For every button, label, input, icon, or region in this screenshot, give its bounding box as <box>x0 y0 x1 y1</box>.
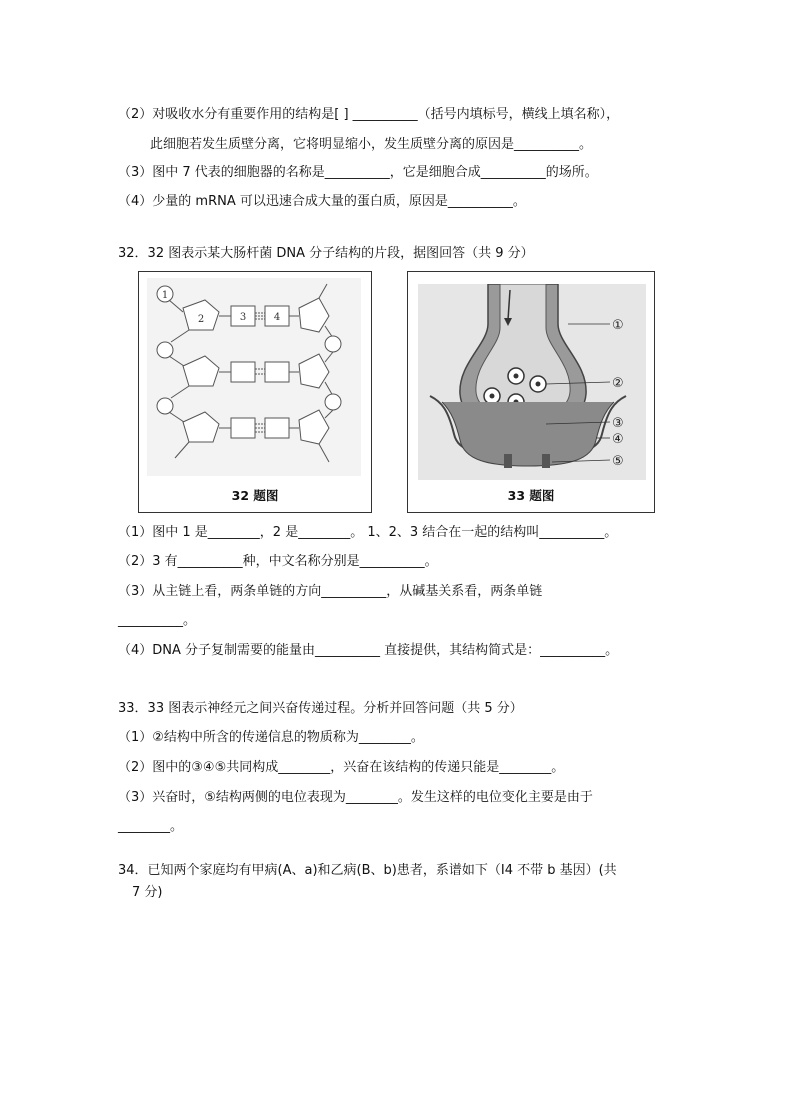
q31-part2-line2: 此细胞若发生质壁分离，它将明显缩小，发生质壁分离的原因是__________。 <box>150 137 593 152</box>
label-c1: ① <box>612 318 624 333</box>
q34-heading-line1: 34．已知两个家庭均有甲病(A、a)和乙病(B、b)患者，系谱如下（Ⅰ4 不带 b 基因）(共 <box>118 863 617 878</box>
label-3: 3 <box>239 312 247 323</box>
q31-part3: （3）图中 7 代表的细胞器的名称是__________，它是细胞合成__________的场所。 <box>118 165 598 180</box>
q33-heading: 33．33 图表示神经元之间兴奋传递过程。分析并回答问题（共 5 分） <box>118 701 523 716</box>
q32-part4: （4）DNA 分子复制需要的能量由__________ 直接提供，其结构简式是：__________。 <box>118 643 619 658</box>
q34-heading-line2: 7 分) <box>132 885 163 900</box>
q33-part2: （2）图中的③④⑤共同构成________，兴奋在该结构的传递只能是________。 <box>118 760 565 775</box>
dna-structure-diagram <box>147 278 361 476</box>
figure-32-box <box>138 271 372 513</box>
label-2: 2 <box>197 314 205 325</box>
q32-heading: 32．32 图表示某大肠杆菌 DNA 分子结构的片段，据图回答（共 9 分） <box>118 246 534 261</box>
label-1: 1 <box>161 290 169 301</box>
q32-part1: （1）图中 1 是________，2 是________。 1、2、3 结合在一起的结构叫__________。 <box>118 525 618 540</box>
label-c2: ② <box>612 376 624 391</box>
q32-part3: （3）从主链上看，两条单链的方向__________，从碱基关系看，两条单链 <box>118 584 543 599</box>
label-4: 4 <box>273 312 281 323</box>
q31-part2-line1: （2）对吸收水分有重要作用的结构是[ ] __________（括号内填标号，横线上填名称）， <box>118 107 620 122</box>
figure-33-box <box>407 271 655 513</box>
q32-part3-cont: __________。 <box>118 613 197 628</box>
q32-part2: （2）3 有__________种，中文名称分别是__________。 <box>118 554 438 569</box>
q33-part3-cont: ________。 <box>118 819 184 834</box>
figure-32-diagram <box>147 278 361 476</box>
q31-part4: （4）少量的 mRNA 可以迅速合成大量的蛋白质，原因是__________。 <box>118 194 526 209</box>
label-c4: ④ <box>612 432 624 447</box>
figure-33-caption: 33 题图 <box>507 488 555 503</box>
figure-33-diagram <box>418 284 646 480</box>
label-c3: ③ <box>612 416 624 431</box>
synapse-diagram <box>418 284 646 480</box>
q33-part1: （1）②结构中所含的传递信息的物质称为________。 <box>118 730 424 745</box>
q33-part3: （3）兴奋时，⑤结构两侧的电位表现为________。发生这样的电位变化主要是由于 <box>118 790 593 805</box>
label-c5: ⑤ <box>612 454 624 469</box>
figure-32-caption: 32 题图 <box>231 488 279 503</box>
